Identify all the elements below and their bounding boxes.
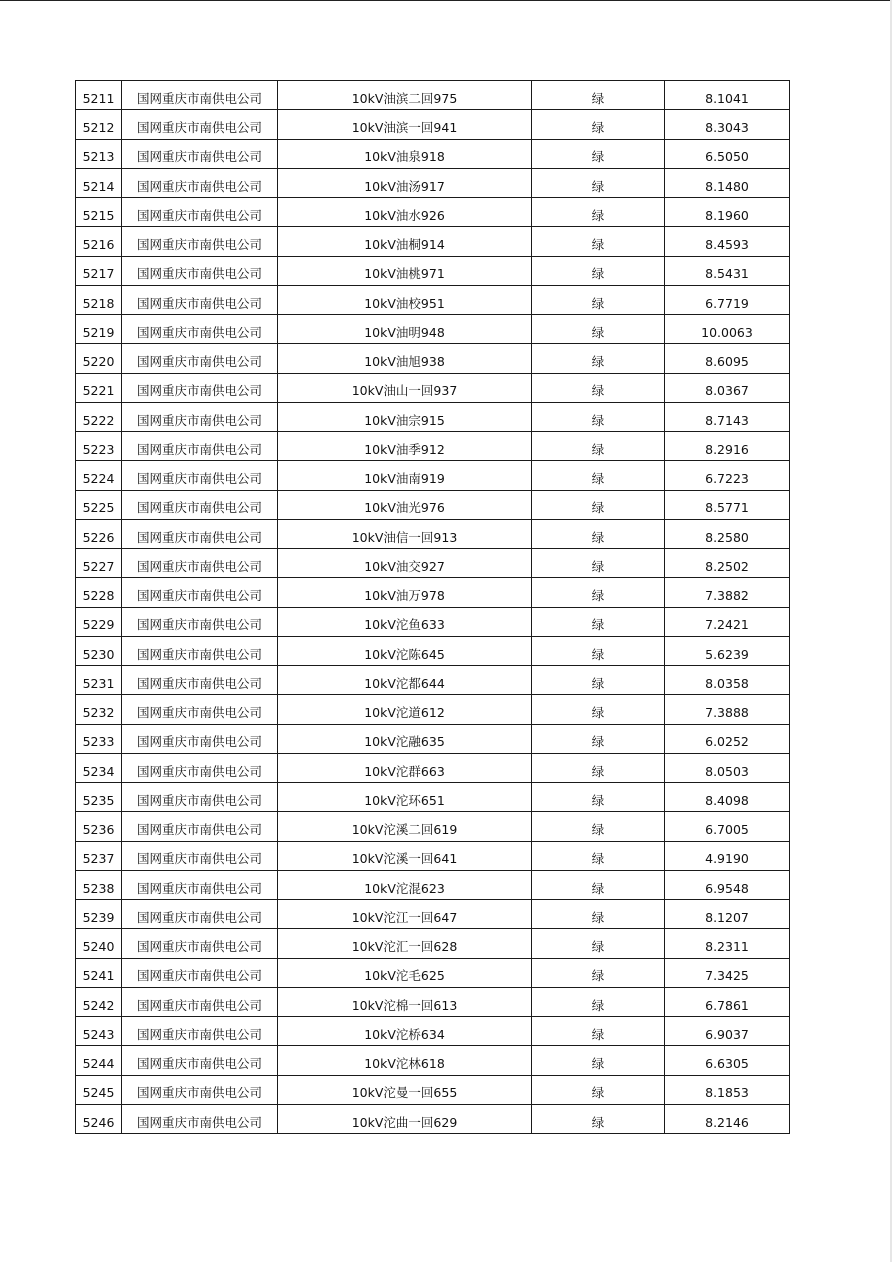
cell-company: 国网重庆市南供电公司 xyxy=(122,461,278,490)
cell-company: 国网重庆市南供电公司 xyxy=(122,168,278,197)
cell-company: 国网重庆市南供电公司 xyxy=(122,1017,278,1046)
cell-status: 绿 xyxy=(532,432,665,461)
cell-status: 绿 xyxy=(532,578,665,607)
cell-id: 5225 xyxy=(76,490,122,519)
cell-id: 5237 xyxy=(76,841,122,870)
cell-line: 10kV油旭938 xyxy=(278,344,532,373)
cell-status: 绿 xyxy=(532,227,665,256)
cell-id: 5235 xyxy=(76,783,122,812)
cell-company: 国网重庆市南供电公司 xyxy=(122,519,278,548)
cell-company: 国网重庆市南供电公司 xyxy=(122,285,278,314)
cell-company: 国网重庆市南供电公司 xyxy=(122,636,278,665)
cell-line: 10kV沱鱼633 xyxy=(278,607,532,636)
cell-id: 5222 xyxy=(76,402,122,431)
cell-company: 国网重庆市南供电公司 xyxy=(122,432,278,461)
cell-value: 8.1041 xyxy=(665,81,790,110)
cell-status: 绿 xyxy=(532,344,665,373)
cell-value: 8.1480 xyxy=(665,168,790,197)
cell-line: 10kV油万978 xyxy=(278,578,532,607)
cell-value: 8.2146 xyxy=(665,1104,790,1133)
cell-company: 国网重庆市南供电公司 xyxy=(122,490,278,519)
cell-value: 8.1207 xyxy=(665,900,790,929)
cell-line: 10kV沱林618 xyxy=(278,1046,532,1075)
table-row xyxy=(76,315,790,344)
table-row xyxy=(76,987,790,1016)
cell-company: 国网重庆市南供电公司 xyxy=(122,753,278,782)
cell-status: 绿 xyxy=(532,168,665,197)
cell-id: 5244 xyxy=(76,1046,122,1075)
cell-company: 国网重庆市南供电公司 xyxy=(122,783,278,812)
cell-value: 7.3888 xyxy=(665,695,790,724)
page-top-border xyxy=(0,0,892,1)
cell-line: 10kV沱毛625 xyxy=(278,958,532,987)
cell-line: 10kV沱桥634 xyxy=(278,1017,532,1046)
cell-id: 5215 xyxy=(76,198,122,227)
cell-status: 绿 xyxy=(532,987,665,1016)
cell-value: 8.2502 xyxy=(665,549,790,578)
cell-value: 6.7719 xyxy=(665,285,790,314)
cell-line: 10kV沱棉一回613 xyxy=(278,987,532,1016)
cell-company: 国网重庆市南供电公司 xyxy=(122,1104,278,1133)
table-row xyxy=(76,578,790,607)
cell-line: 10kV油信一回913 xyxy=(278,519,532,548)
cell-status: 绿 xyxy=(532,402,665,431)
cell-company: 国网重庆市南供电公司 xyxy=(122,402,278,431)
cell-company: 国网重庆市南供电公司 xyxy=(122,227,278,256)
cell-line: 10kV油水926 xyxy=(278,198,532,227)
table-row xyxy=(76,636,790,665)
cell-status: 绿 xyxy=(532,285,665,314)
cell-company: 国网重庆市南供电公司 xyxy=(122,81,278,110)
table-row xyxy=(76,841,790,870)
cell-company: 国网重庆市南供电公司 xyxy=(122,139,278,168)
table-row xyxy=(76,1075,790,1104)
table-row xyxy=(76,285,790,314)
cell-status: 绿 xyxy=(532,607,665,636)
cell-line: 10kV油山一回937 xyxy=(278,373,532,402)
cell-company: 国网重庆市南供电公司 xyxy=(122,607,278,636)
cell-value: 8.2916 xyxy=(665,432,790,461)
cell-line: 10kV沱群663 xyxy=(278,753,532,782)
table-row xyxy=(76,373,790,402)
cell-value: 8.5771 xyxy=(665,490,790,519)
cell-id: 5214 xyxy=(76,168,122,197)
cell-status: 绿 xyxy=(532,636,665,665)
cell-value: 8.4098 xyxy=(665,783,790,812)
table-row xyxy=(76,110,790,139)
cell-company: 国网重庆市南供电公司 xyxy=(122,958,278,987)
cell-status: 绿 xyxy=(532,666,665,695)
cell-id: 5213 xyxy=(76,139,122,168)
cell-status: 绿 xyxy=(532,900,665,929)
cell-id: 5226 xyxy=(76,519,122,548)
cell-status: 绿 xyxy=(532,1017,665,1046)
cell-status: 绿 xyxy=(532,958,665,987)
cell-id: 5219 xyxy=(76,315,122,344)
cell-line: 10kV沱溪二回619 xyxy=(278,812,532,841)
cell-id: 5239 xyxy=(76,900,122,929)
cell-company: 国网重庆市南供电公司 xyxy=(122,987,278,1016)
table-body xyxy=(76,81,790,1134)
cell-value: 8.6095 xyxy=(665,344,790,373)
cell-line: 10kV油滨二回975 xyxy=(278,81,532,110)
cell-company: 国网重庆市南供电公司 xyxy=(122,198,278,227)
table-row xyxy=(76,812,790,841)
cell-id: 5240 xyxy=(76,929,122,958)
cell-line: 10kV油桃971 xyxy=(278,256,532,285)
cell-value: 8.2311 xyxy=(665,929,790,958)
table-row xyxy=(76,198,790,227)
cell-line: 10kV油滨一回941 xyxy=(278,110,532,139)
table-row xyxy=(76,695,790,724)
cell-id: 5232 xyxy=(76,695,122,724)
cell-company: 国网重庆市南供电公司 xyxy=(122,110,278,139)
cell-id: 5246 xyxy=(76,1104,122,1133)
cell-status: 绿 xyxy=(532,373,665,402)
cell-id: 5234 xyxy=(76,753,122,782)
cell-status: 绿 xyxy=(532,549,665,578)
cell-status: 绿 xyxy=(532,753,665,782)
cell-line: 10kV油明948 xyxy=(278,315,532,344)
table-row xyxy=(76,958,790,987)
cell-line: 10kV油交927 xyxy=(278,549,532,578)
table-row xyxy=(76,666,790,695)
cell-status: 绿 xyxy=(532,461,665,490)
cell-value: 6.5050 xyxy=(665,139,790,168)
cell-company: 国网重庆市南供电公司 xyxy=(122,870,278,899)
cell-line: 10kV油汤917 xyxy=(278,168,532,197)
table-row xyxy=(76,724,790,753)
cell-value: 8.2580 xyxy=(665,519,790,548)
cell-id: 5241 xyxy=(76,958,122,987)
cell-id: 5216 xyxy=(76,227,122,256)
cell-value: 6.7223 xyxy=(665,461,790,490)
data-table xyxy=(75,80,790,1134)
table-row xyxy=(76,607,790,636)
cell-status: 绿 xyxy=(532,110,665,139)
cell-line: 10kV油桐914 xyxy=(278,227,532,256)
cell-status: 绿 xyxy=(532,1104,665,1133)
cell-id: 5233 xyxy=(76,724,122,753)
cell-line: 10kV沱江一回647 xyxy=(278,900,532,929)
cell-status: 绿 xyxy=(532,519,665,548)
table-row xyxy=(76,519,790,548)
cell-company: 国网重庆市南供电公司 xyxy=(122,1046,278,1075)
cell-id: 5223 xyxy=(76,432,122,461)
cell-company: 国网重庆市南供电公司 xyxy=(122,900,278,929)
table-row xyxy=(76,432,790,461)
cell-value: 8.1853 xyxy=(665,1075,790,1104)
cell-status: 绿 xyxy=(532,490,665,519)
cell-value: 8.4593 xyxy=(665,227,790,256)
cell-status: 绿 xyxy=(532,1046,665,1075)
cell-value: 7.3425 xyxy=(665,958,790,987)
cell-value: 7.2421 xyxy=(665,607,790,636)
cell-value: 6.6305 xyxy=(665,1046,790,1075)
cell-status: 绿 xyxy=(532,695,665,724)
cell-status: 绿 xyxy=(532,81,665,110)
table-row xyxy=(76,783,790,812)
cell-status: 绿 xyxy=(532,812,665,841)
cell-line: 10kV油季912 xyxy=(278,432,532,461)
table-row xyxy=(76,344,790,373)
cell-id: 5220 xyxy=(76,344,122,373)
cell-line: 10kV油南919 xyxy=(278,461,532,490)
cell-line: 10kV油校951 xyxy=(278,285,532,314)
cell-id: 5238 xyxy=(76,870,122,899)
cell-status: 绿 xyxy=(532,198,665,227)
cell-line: 10kV沱溪一回641 xyxy=(278,841,532,870)
cell-value: 8.0503 xyxy=(665,753,790,782)
cell-status: 绿 xyxy=(532,783,665,812)
cell-company: 国网重庆市南供电公司 xyxy=(122,724,278,753)
cell-id: 5227 xyxy=(76,549,122,578)
cell-company: 国网重庆市南供电公司 xyxy=(122,841,278,870)
cell-value: 6.7861 xyxy=(665,987,790,1016)
cell-id: 5221 xyxy=(76,373,122,402)
cell-line: 10kV油泉918 xyxy=(278,139,532,168)
cell-id: 5212 xyxy=(76,110,122,139)
cell-company: 国网重庆市南供电公司 xyxy=(122,578,278,607)
cell-value: 8.7143 xyxy=(665,402,790,431)
table-row xyxy=(76,490,790,519)
cell-value: 8.1960 xyxy=(665,198,790,227)
table-row xyxy=(76,870,790,899)
cell-value: 6.0252 xyxy=(665,724,790,753)
cell-id: 5243 xyxy=(76,1017,122,1046)
cell-value: 8.0367 xyxy=(665,373,790,402)
cell-line: 10kV沱曲一回629 xyxy=(278,1104,532,1133)
cell-id: 5217 xyxy=(76,256,122,285)
cell-id: 5230 xyxy=(76,636,122,665)
cell-status: 绿 xyxy=(532,315,665,344)
table-row xyxy=(76,256,790,285)
table-row xyxy=(76,461,790,490)
cell-line: 10kV沱混623 xyxy=(278,870,532,899)
cell-line: 10kV沱都644 xyxy=(278,666,532,695)
table-row xyxy=(76,227,790,256)
table-row xyxy=(76,139,790,168)
cell-id: 5231 xyxy=(76,666,122,695)
cell-company: 国网重庆市南供电公司 xyxy=(122,812,278,841)
cell-company: 国网重庆市南供电公司 xyxy=(122,929,278,958)
cell-company: 国网重庆市南供电公司 xyxy=(122,1075,278,1104)
table-row xyxy=(76,1046,790,1075)
cell-line: 10kV沱汇一回628 xyxy=(278,929,532,958)
cell-id: 5242 xyxy=(76,987,122,1016)
table-row xyxy=(76,929,790,958)
cell-id: 5245 xyxy=(76,1075,122,1104)
cell-company: 国网重庆市南供电公司 xyxy=(122,256,278,285)
cell-id: 5236 xyxy=(76,812,122,841)
table-row xyxy=(76,402,790,431)
cell-company: 国网重庆市南供电公司 xyxy=(122,315,278,344)
cell-status: 绿 xyxy=(532,841,665,870)
cell-company: 国网重庆市南供电公司 xyxy=(122,344,278,373)
cell-status: 绿 xyxy=(532,929,665,958)
table-row xyxy=(76,1017,790,1046)
cell-line: 10kV沱陈645 xyxy=(278,636,532,665)
cell-line: 10kV沱道612 xyxy=(278,695,532,724)
cell-line: 10kV沱曼一回655 xyxy=(278,1075,532,1104)
cell-status: 绿 xyxy=(532,724,665,753)
table-row xyxy=(76,753,790,782)
cell-value: 6.9037 xyxy=(665,1017,790,1046)
cell-value: 6.9548 xyxy=(665,870,790,899)
cell-company: 国网重庆市南供电公司 xyxy=(122,666,278,695)
cell-status: 绿 xyxy=(532,256,665,285)
cell-value: 6.7005 xyxy=(665,812,790,841)
cell-line: 10kV沱环651 xyxy=(278,783,532,812)
cell-status: 绿 xyxy=(532,870,665,899)
cell-value: 8.0358 xyxy=(665,666,790,695)
cell-line: 10kV沱融635 xyxy=(278,724,532,753)
cell-value: 8.3043 xyxy=(665,110,790,139)
cell-id: 5218 xyxy=(76,285,122,314)
cell-value: 5.6239 xyxy=(665,636,790,665)
cell-line: 10kV油光976 xyxy=(278,490,532,519)
cell-company: 国网重庆市南供电公司 xyxy=(122,549,278,578)
table-row xyxy=(76,81,790,110)
table-row xyxy=(76,1104,790,1133)
cell-value: 10.0063 xyxy=(665,315,790,344)
table-row xyxy=(76,900,790,929)
cell-value: 7.3882 xyxy=(665,578,790,607)
cell-id: 5228 xyxy=(76,578,122,607)
cell-status: 绿 xyxy=(532,139,665,168)
cell-company: 国网重庆市南供电公司 xyxy=(122,373,278,402)
cell-status: 绿 xyxy=(532,1075,665,1104)
cell-id: 5229 xyxy=(76,607,122,636)
table-row xyxy=(76,549,790,578)
cell-value: 4.9190 xyxy=(665,841,790,870)
table-row xyxy=(76,168,790,197)
cell-id: 5211 xyxy=(76,81,122,110)
cell-line: 10kV油宗915 xyxy=(278,402,532,431)
cell-company: 国网重庆市南供电公司 xyxy=(122,695,278,724)
cell-id: 5224 xyxy=(76,461,122,490)
cell-value: 8.5431 xyxy=(665,256,790,285)
